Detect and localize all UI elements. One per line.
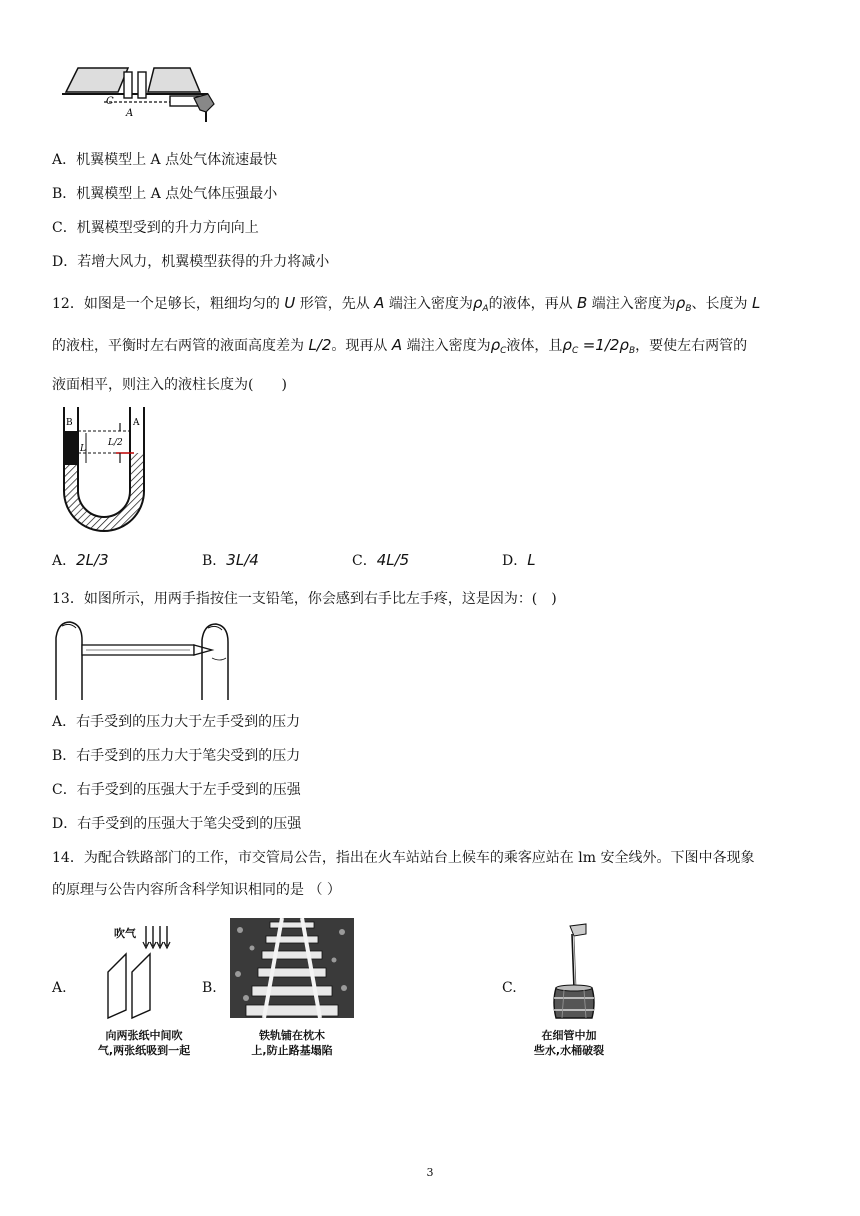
q12-option-a: A．2L/3	[52, 551, 109, 569]
q13-stem: 13．如图所示，用两手指按住一支铅笔，你会感到右手比左手疼，这是因为：( )	[52, 591, 557, 607]
pencil-fingers-figure	[52, 618, 232, 702]
blow-label: 吹气	[114, 927, 136, 940]
q12-stem-line1: 12．如图是一个足够长，粗细均匀的 U 形管，先从 A 端注入密度为$\rho_A$的液体，再从 B 端注入密度为$\rho_B$、长度为 L	[52, 294, 761, 314]
barrel-tube-figure	[534, 922, 604, 1024]
q13-option-d: D．右手受到的压强大于笔尖受到的压强	[52, 816, 302, 832]
q11-option-a: A．机翼模型上 A 点处气体流速最快	[52, 152, 278, 168]
q14-option-a-label: A.	[52, 980, 67, 996]
q13-option-a: A．右手受到的压力大于左手受到的压力	[52, 714, 301, 730]
q14-caption-a: 向两张纸中间吹 气,两张纸吸到一起	[97, 1029, 191, 1057]
q14-caption-c: 在细管中加 些水,水桶破裂	[533, 1029, 605, 1057]
q12-option-b: B．3L/4	[202, 551, 259, 569]
q12-stem-line2: 的液柱，平衡时左右两管的液面高度差为 L/2。现再从 A 端注入密度为$\rho_C$液体，且$\rho_C =1/2\rho_B$，要使左右两管的	[52, 336, 748, 356]
q14-option-b-label: B.	[202, 980, 217, 996]
wing-label-c: C	[106, 96, 114, 107]
q13-option-b: B．右手受到的压力大于笔尖受到的压力	[52, 748, 301, 764]
u-tube-figure	[58, 405, 150, 535]
u-tube-label-l: L	[80, 444, 86, 454]
q12-option-d: D．L	[502, 551, 536, 569]
q14-caption-b: 铁轨铺在枕木 上,防止路基塌陷	[251, 1029, 333, 1057]
q12-stem-line3: 液面相平，则注入的液柱长度为( )	[52, 377, 287, 393]
wing-model-figure	[58, 64, 223, 126]
q11-option-b: B．机翼模型上 A 点处气体压强最小	[52, 186, 278, 202]
u-tube-label-a: A	[133, 418, 140, 428]
q13-option-c: C．右手受到的压强大于左手受到的压强	[52, 782, 301, 798]
q14-stem-line1: 14．为配合铁路部门的工作，市交管局公告，指出在火车站站台上候车的乘客应站在 lm 安全线外。下图中各现象	[52, 850, 755, 866]
q14-stem-line2: 的原理与公告内容所含科学知识相同的是 （ ）	[52, 882, 341, 898]
page-number: 3	[426, 1166, 434, 1179]
railway-track-figure	[230, 918, 354, 1018]
q11-option-c: C．机翼模型受到的升力方向向上	[52, 220, 259, 236]
q12-option-c: C．4L/5	[352, 551, 410, 569]
wing-label-a: A	[126, 108, 134, 119]
u-tube-label-b: B	[66, 418, 73, 428]
q14-option-c-label: C.	[502, 980, 517, 996]
q11-option-d: D．若增大风力，机翼模型获得的升力将减小	[52, 254, 330, 270]
u-tube-label-l2: L/2	[108, 438, 123, 448]
paper-sheets-figure	[96, 924, 192, 1020]
